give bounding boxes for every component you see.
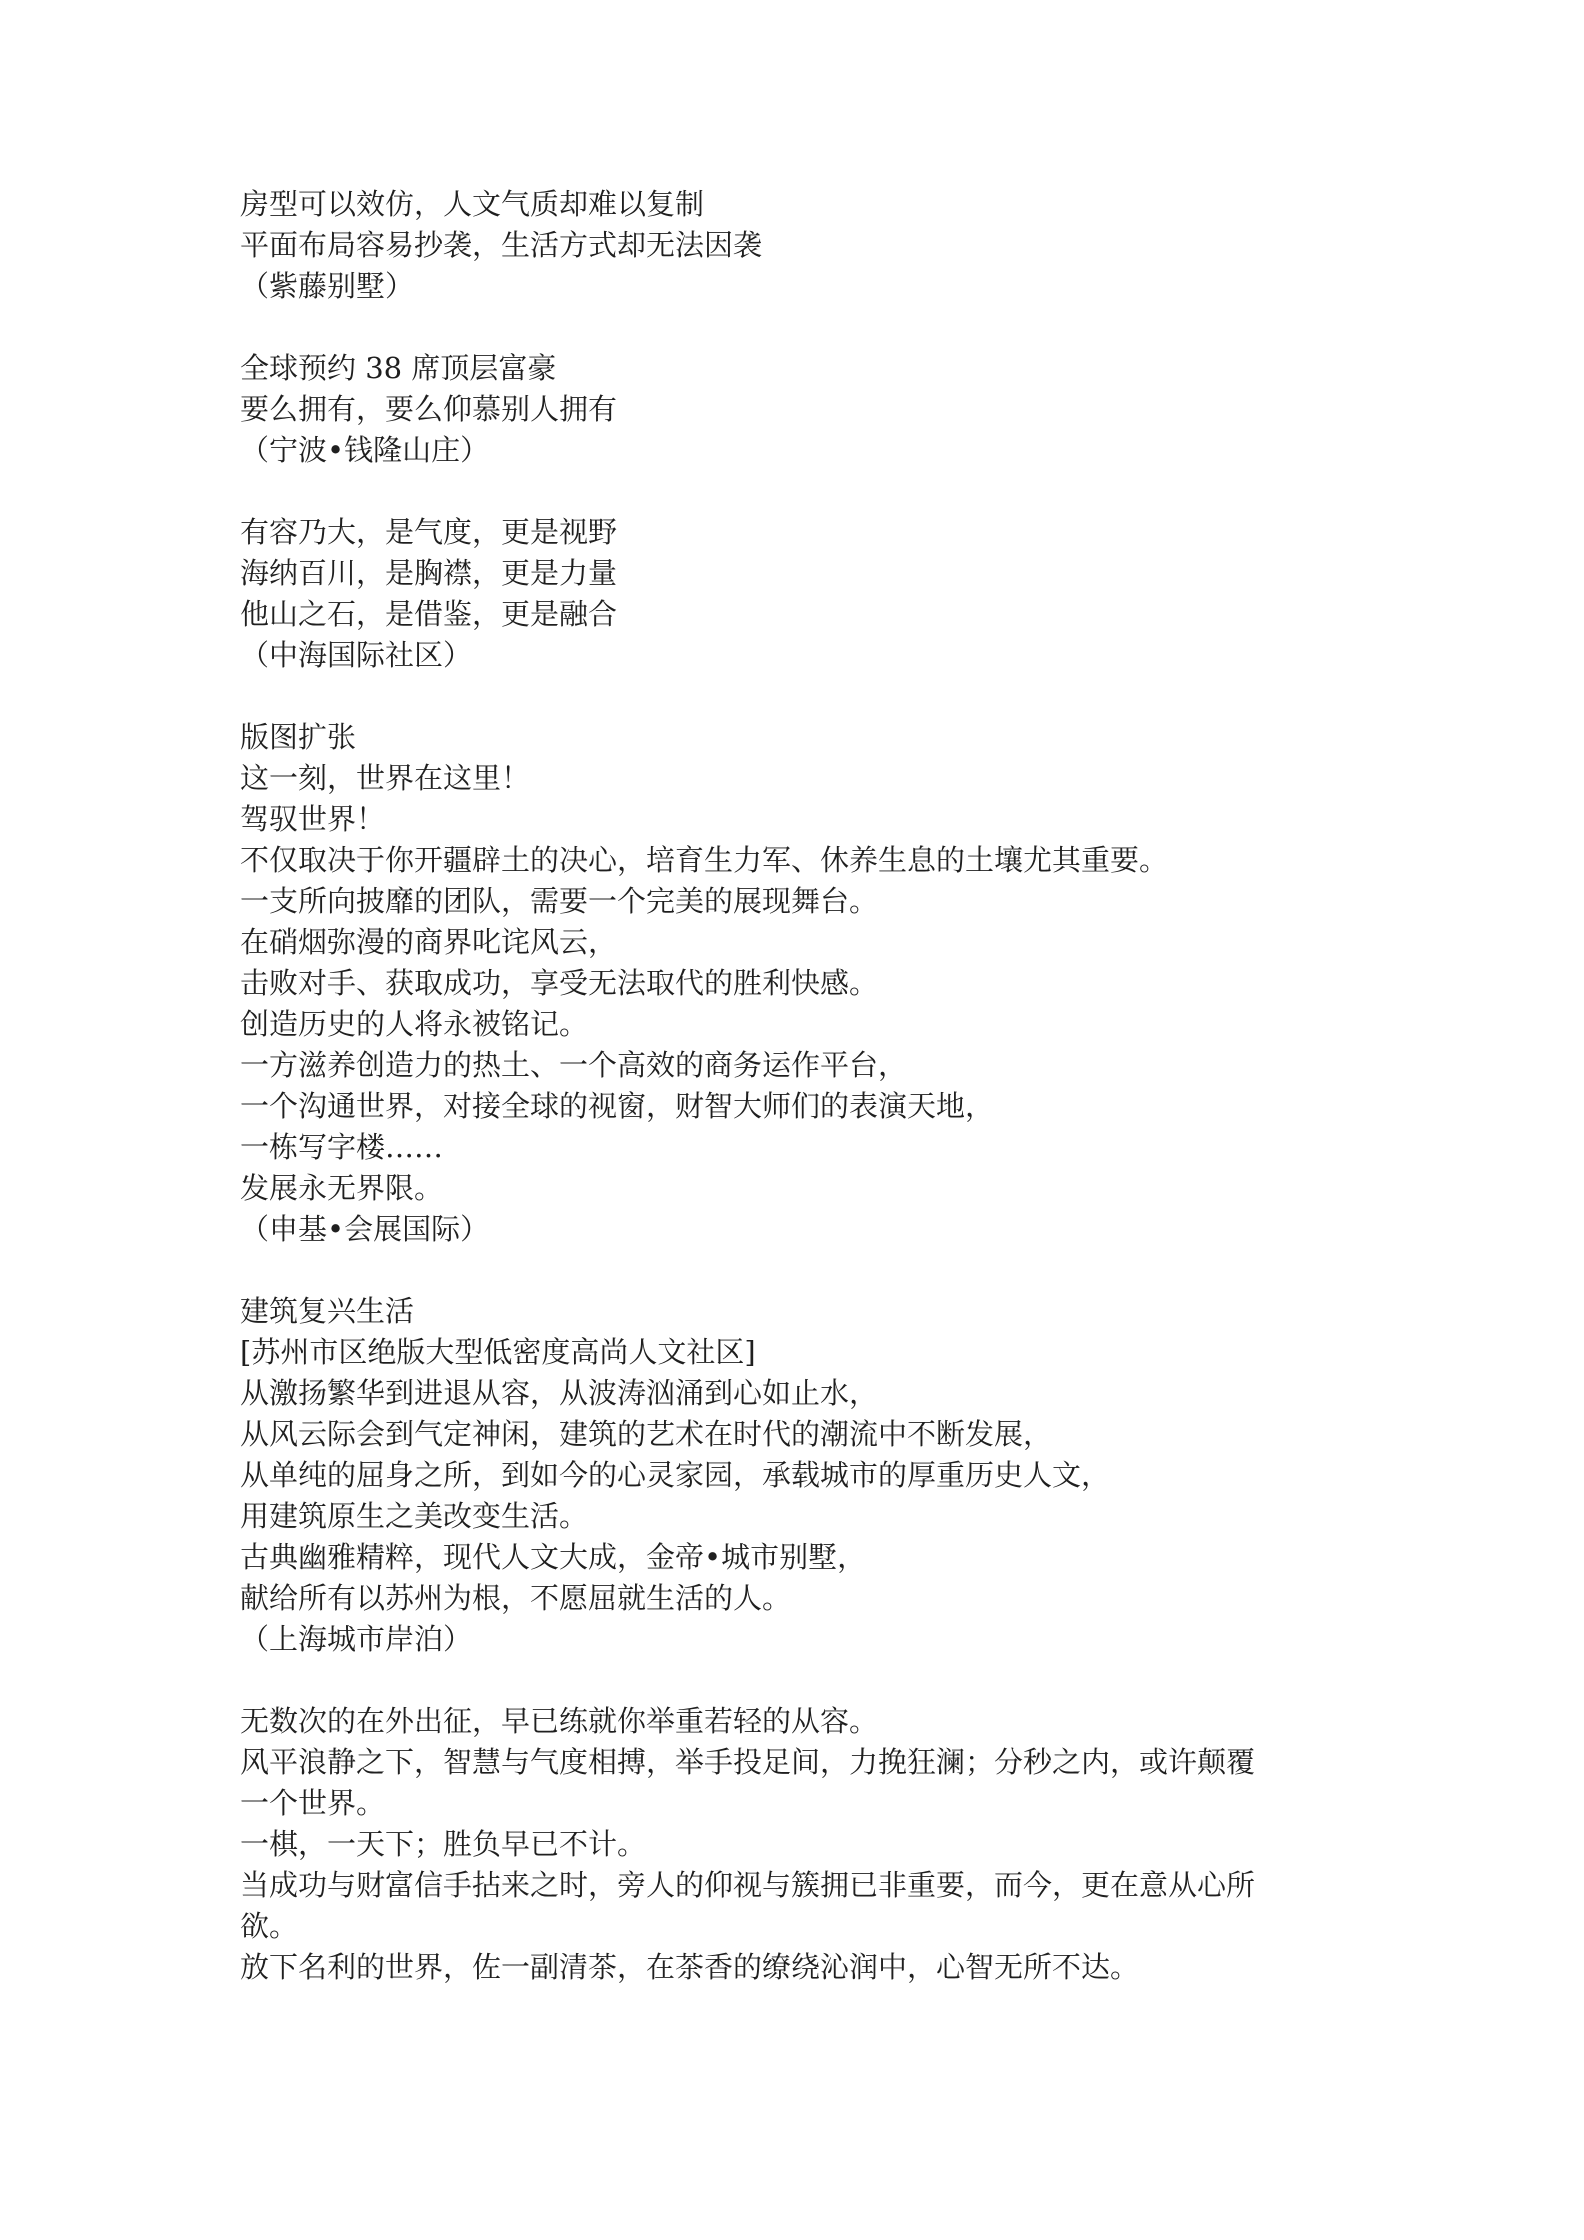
text-line: 用建筑原生之美改变生活。 (240, 1499, 589, 1533)
text-line: 从风云际会到气定神闲，建筑的艺术在时代的潮流中不断发展， (240, 1417, 1053, 1451)
text-line: 驾驭世界！ (240, 802, 386, 836)
text-line: 风平浪静之下，智慧与气度相搏，举手投足间，力挽狂澜；分秒之内，或许颠覆 (240, 1745, 1256, 1779)
text-block-final (240, 1701, 1370, 1988)
text-block-qianlong-villa (240, 348, 1370, 471)
text-line: 当成功与财富信手拈来之时，旁人的仰视与簇拥已非重要，而今，更在意从心所 (240, 1868, 1256, 1902)
text-line: 一支所向披靡的团队，需要一个完美的展现舞台。 (240, 884, 879, 918)
text-line: 无数次的在外出征，早已练就你举重若轻的从容。 (240, 1704, 879, 1738)
text-line: 房型可以效仿，人文气质却难以复制 (240, 187, 705, 221)
text-line: 这一刻，世界在这里！ (240, 761, 531, 795)
text-line: 从单纯的屈身之所，到如今的心灵家园，承载城市的厚重历史人文， (240, 1458, 1111, 1492)
text-line: [苏州市区绝版大型低密度高尚人文社区] (240, 1335, 756, 1369)
source-attribution: （上海城市岸泊） (240, 1622, 473, 1656)
text-line: 一栋写字楼…… (240, 1130, 444, 1164)
text-line: 不仅取决于你开疆辟土的决心，培育生力军、休养生息的土壤尤其重要。 (240, 843, 1169, 877)
text-line: 一个沟通世界，对接全球的视窗，财智大师们的表演天地， (240, 1089, 995, 1123)
section-heading: 建筑复兴生活 (240, 1294, 415, 1328)
text-line: 献给所有以苏州为根，不愿屈就生活的人。 (240, 1581, 792, 1615)
text-block-shenji-expo (240, 717, 1370, 1250)
text-block-shanghai-city (240, 1291, 1370, 1660)
text-line: 一方滋养创造力的热土、一个高效的商务运作平台， (240, 1048, 908, 1082)
source-attribution: （紫藤别墅） (240, 269, 415, 303)
text-line: 一棋，一天下；胜负早已不计。 (240, 1827, 647, 1861)
text-line: 在硝烟弥漫的商界叱诧风云， (240, 925, 618, 959)
text-line: 有容乃大，是气度，更是视野 (240, 515, 618, 549)
document-page (240, 184, 1370, 2029)
text-line: 发展永无界限。 (240, 1171, 444, 1205)
text-line: 放下名利的世界，佐一副清茶，在茶香的缭绕沁润中，心智无所不达。 (240, 1950, 1140, 1984)
section-heading: 版图扩张 (240, 720, 357, 754)
text-block-zhonghai-community (240, 512, 1370, 676)
text-line: 一个世界。 (240, 1786, 386, 1820)
text-line: 从激扬繁华到进退从容，从波涛汹涌到心如止水， (240, 1376, 879, 1410)
text-line: 他山之石，是借鉴，更是融合 (240, 597, 618, 631)
text-line: 击败对手、获取成功，享受无法取代的胜利快感。 (240, 966, 879, 1000)
text-line: 海纳百川，是胸襟，更是力量 (240, 556, 618, 590)
source-attribution: （申基•会展国际） (240, 1212, 490, 1246)
text-line: 古典幽雅精粹，现代人文大成，金帝•城市别墅， (240, 1540, 867, 1574)
text-line: 全球预约 38 席顶层富豪 (240, 351, 557, 385)
source-attribution: （中海国际社区） (240, 638, 473, 672)
text-line: 创造历史的人将永被铭记。 (240, 1007, 589, 1041)
text-line: 欲。 (240, 1909, 299, 1943)
text-line: 平面布局容易抄袭，生活方式却无法因袭 (240, 228, 763, 262)
text-block-zitan-villa (240, 184, 1370, 307)
text-line: 要么拥有，要么仰慕别人拥有 (240, 392, 618, 426)
source-attribution: （宁波•钱隆山庄） (240, 433, 490, 467)
